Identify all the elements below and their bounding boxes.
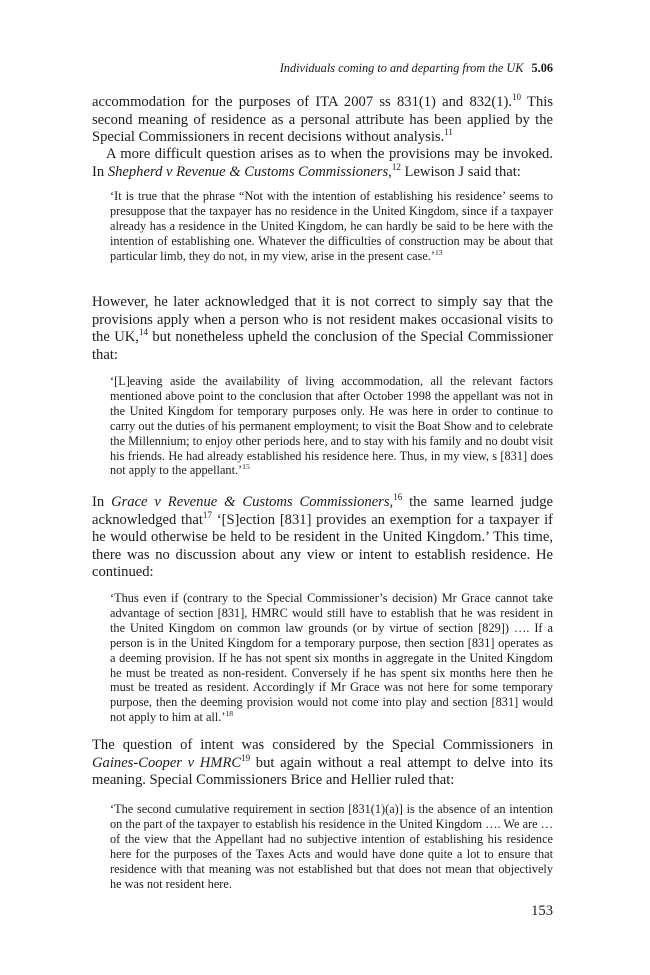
paragraph-5 [92,737,553,790]
paragraph-5-text-b: but again without a real attempt to delve into its meaning. Special Commissioners Brice and Hellier ruled that: [92,754,554,788]
footnote-ref-15: 15 [242,462,250,472]
paragraph-1 [92,94,553,147]
quote-3 [110,591,553,725]
footnote-ref-17: 17 [202,509,212,520]
paragraph-4 [92,494,553,582]
quote-3-text: ‘Thus even if (contrary to the Special Commissioner’s decision) Mr Grace cannot take advantage of section [831], HMRC would still have to establish that he was resident in the United Kingdom on common law grounds (or by virtue of section [829]) …. If a person is in the United Kingdom for a temporary purpose, then section [831] operates as a deeming provision. If he has not spent six months in aggregate in the United Kingdom he must be treated as non-resident. Conversely if he has spent six months here then he must be treated as resident. Accordingly if Mr Grace was not here for some temporary purpose, then the deeming provision would not come into play and section [831] would not apply to him at all.’ [110,591,553,725]
page-number: 153 [531,903,553,919]
paragraph-5-text-a: The question of intent was considered by the Special Commissioners in [92,737,553,753]
paragraph-1-text-b: This second meaning of residence as a personal attribute has been applied by the Special Commissioners in recent decisions without analysis. [92,94,553,145]
paragraph-3-text-a: However, he later acknowledged that it is not correct to simply say that the provisions apply when a person who is not resident makes occasional visits to the UK, [92,294,553,345]
quote-1-text: ‘It is true that the phrase “Not with the intention of establishing his residence’ seems to presuppose that the taxpayer has no residence in the United Kingdom, since if a taxpayer already has a residence in the United Kingdom, he can hardly be said to be here with the intention of establishing one. Whatever the difficulties of construction may be about that particular limb, they do not, in my view, arise in the present case.’ [110,189,553,263]
case-name-grace: Grace v Revenue & Customs Commissioners, [111,494,394,510]
paragraph-4-text-a: In [92,494,112,510]
paragraph-4-text-c: ‘[S]ection [831] provides an exemption for a taxpayer if he would otherwise be held to be resident in the United Kingdom.’ This time, there was no discussion about any view or intent to establish residence. He continued: [92,511,553,580]
quote-2 [110,374,553,478]
paragraph-2-text-a: A more difficult question arises as to when the provisions may be invoked. In [92,146,553,180]
footnote-ref-16: 16 [393,492,403,503]
footnote-ref-10: 10 [512,92,522,103]
footnote-ref-18: 18 [225,709,234,719]
case-name-gaines-cooper: Gaines-Cooper v HMRC [92,754,242,771]
paragraph-2 [92,146,553,181]
section-number: 5.06 [531,61,553,75]
quote-4 [110,802,553,891]
running-head [92,61,553,75]
paragraph-3-text-b: but nonetheless upheld the conclusion of the Special Commissioner that: [92,329,553,363]
paragraph-3 [92,294,553,364]
paragraph-1-text-a: accommodation for the purposes of ITA 2007 ss 831(1) and 832(1). [92,94,513,110]
footnote-ref-11: 11 [444,127,453,138]
footnote-ref-19: 19 [241,752,251,763]
running-title: Individuals coming to and departing from the UK [279,61,524,75]
paragraph-4-text-b: the same learned judge acknowledged that [92,494,553,528]
case-name-shepherd: Shepherd v Revenue & Customs Commissioners, [107,163,392,180]
quote-4-text: ‘The second cumulative requirement in section [831(1)(a)] is the absence of an intention on the part of the taxpayer to establish his residence in the United Kingdom …. We are … of the view that the Appellant had no subjective intention of establishing his residence here for the purposes of the Taxes Acts and would have done quite a lot to ensure that residence with that meaning was not established but that does not mean that objectively he was not resident here. [110,802,553,891]
quote-2-text: ‘[L]eaving aside the availability of living accommodation, all the relevant factors mentioned above point to the conclusion that after October 1998 the appellant was not in the United Kingdom for temporary purposes only. He was here in order to continue to carry out the duties of his permanent employment; to visit the Boat Show and to celebrate the Millennium; to enjoy other periods here, and to stay with his family and no doubt visit his friends. He had already established his residence here. Thus, in my view, s [831] does not apply to the appellant.’ [110,374,553,478]
footnote-ref-13: 13 [434,247,443,257]
quote-1 [110,189,553,264]
footnote-ref-12: 12 [391,161,401,172]
paragraph-2-text-b: Lewison J said that: [400,163,521,180]
footnote-ref-14: 14 [138,327,148,338]
